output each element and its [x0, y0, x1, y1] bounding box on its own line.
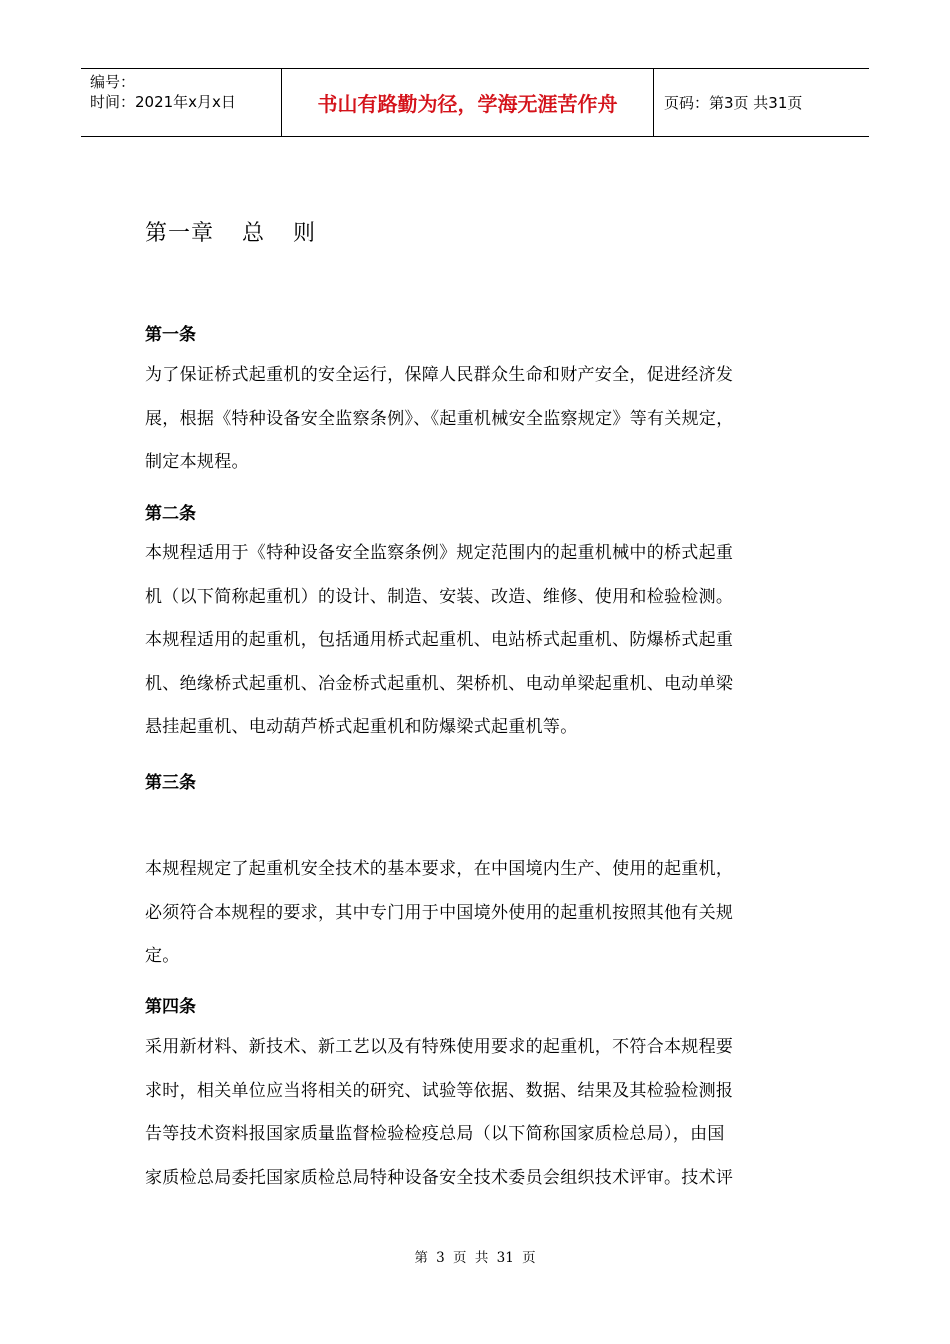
motto-text: 书山有路勤为径，学海无涯苦作舟	[317, 92, 618, 116]
time-label: 时间：2021年x月x日	[90, 93, 236, 111]
paragraph-line: 本规程适用的起重机，包括通用桥式起重机、电站桥式起重机、防爆桥式起重	[145, 630, 734, 650]
article-2-title: 第二条	[145, 504, 196, 524]
article-4-title: 第四条	[145, 997, 196, 1017]
paragraph-line: 告等技术资料报国家质量监督检验检疫总局（以下简称国家质检总局），由国	[145, 1124, 725, 1144]
paragraph-line: 家质检总局委托国家质检总局特种设备安全技术委员会组织技术评审。技术评	[145, 1167, 734, 1188]
header-motto	[282, 69, 654, 136]
paragraph-line: 展，根据《特种设备安全监察条例》、《起重机械安全监察规定》等有关规定，	[145, 408, 734, 429]
article-2-body	[145, 532, 813, 750]
article-1-body	[145, 354, 813, 485]
header-page-info: 页码：第3页 共31页	[664, 94, 803, 112]
paragraph-line: 为了保证桥式起重机的安全运行，保障人民群众生命和财产安全，促进经济发	[145, 365, 734, 385]
header-meta	[81, 69, 282, 136]
article-3-title: 第三条	[145, 773, 196, 793]
article-1-title: 第一条	[145, 325, 196, 345]
paragraph-line: 制定本规程。	[145, 452, 249, 472]
article-3-body	[145, 848, 813, 979]
paragraph-line: 机（以下简称起重机）的设计、制造、安装、改造、维修、使用和检验检测。	[145, 586, 734, 607]
chapter-name-1: 总	[242, 221, 266, 246]
paragraph-line: 求时，相关单位应当将相关的研究、试验等依据、数据、结果及其检验检测报	[145, 1080, 734, 1101]
paragraph-line: 必须符合本规程的要求，其中专门用于中国境外使用的起重机按照其他有关规	[145, 902, 734, 923]
paragraph-line: 机、绝缘桥式起重机、冶金桥式起重机、架桥机、电动单梁起重机、电动单梁	[145, 673, 734, 694]
page-footer: 第 3 页 共 31 页	[414, 1250, 536, 1266]
article-4-body	[145, 1026, 813, 1200]
paragraph-line: 悬挂起重机、电动葫芦桥式起重机和防爆梁式起重机等。	[145, 717, 578, 737]
paragraph-line: 定。	[145, 946, 180, 966]
chapter-name-2: 则	[293, 221, 317, 246]
page-header	[81, 68, 869, 137]
chapter-number: 第一章	[145, 221, 215, 246]
chapter-title	[145, 216, 316, 247]
number-label: 编号：	[90, 73, 136, 91]
paragraph-line: 本规程适用于《特种设备安全监察条例》规定范围内的起重机械中的桥式起重	[145, 543, 734, 563]
paragraph-line: 采用新材料、新技术、新工艺以及有特殊使用要求的起重机，不符合本规程要	[145, 1037, 734, 1057]
paragraph-line: 本规程规定了起重机安全技术的基本要求，在中国境内生产、使用的起重机，	[145, 859, 734, 879]
